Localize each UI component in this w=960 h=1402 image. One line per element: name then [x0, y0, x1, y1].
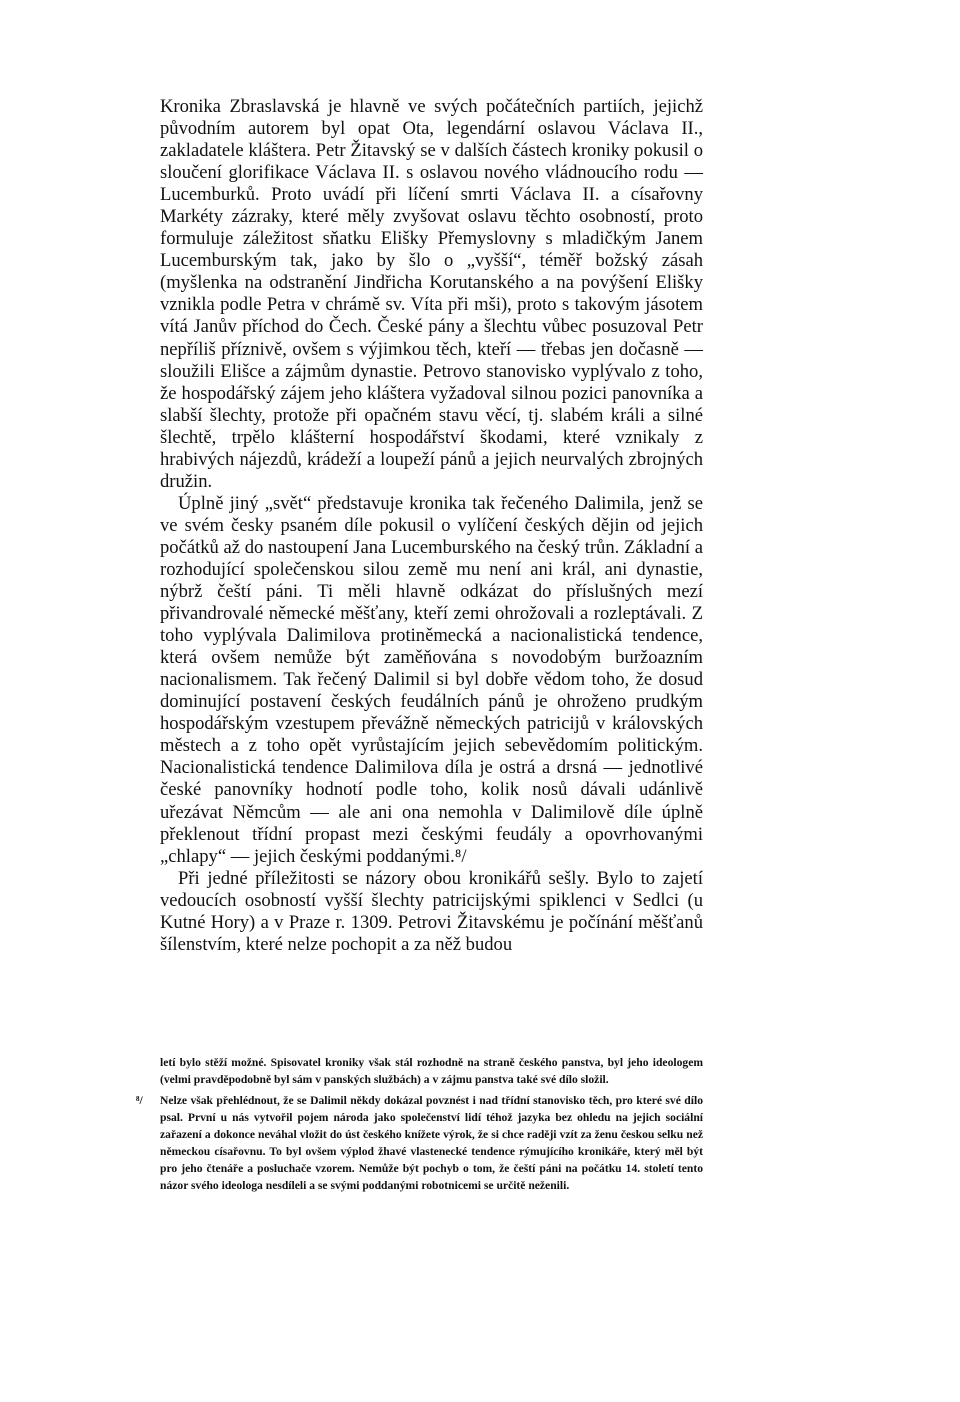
footnote-8-marker: ⁸/ [136, 1094, 143, 1107]
paragraph-dalimil-chronicle: Úplně jiný „svět“ představuje kronika tak řečeného Dalimila, jenž se ve svém česky psaném díle pokusil o vylíčení českých dějin od jejich počátků až do nastoupení Jana Lucemburského na český trůn. Základní a rozhodující společenskou silou země mu není ani král, ani dynastie, nýbrž čeští páni. Ti měli hlavně odkázat do příslušných mezí přivandrovalé německé měšťany, kteří zemi ohrožovali a rozleptávali. Z toho vyplývala Dalimilova protiněmecká a nacionalistická tendence, která ovšem nemůže být zaměňována s novodobým buržoazním nacionalismem. Tak řečený Dalimil si byl dobře vědom toho, že dosud dominující postavení českých feudálních pánů je ohroženo prudkým hospodářským vzestupem převážně německých patricijů v královských městech a z toho opět vyrůstajícím jejich sebevědomím politickým. Nacionalistická tendence Dalimilova díla je ostrá a drsná — jednotlivé české panovníky hodnotí podle toho, kolik nosů dávali udánlivě uřezávat Němcům — ale ani ona nemohla v Dalimilově díle úplně překlenout třídní propast mezi českými feudály a opovrhovanými „chlapy“ — jejich českými poddanými.⁸/ [160, 492, 703, 867]
footnote-8 [136, 1092, 703, 1194]
footnote-8-text: Nelze však přehlédnout, že se Dalimil někdy dokázal povznést i nad třídní stanovisko těch, pro které své dílo psal. První u nás vytvořil pojem národa jako společenství lidí téhož jazyka bez ohledu na jejich sociální zařazení a dokonce neváhal vložit do úst českého knížete výrok, že si chce raději vzít za ženu českou selku než německou císařovnu. To byl ovšem výplod žhavé vlastenecké tendence rýmujícího kronikáře, který měl být pro jeho čtenáře a posluchače vzorem. Nemůže být pochyb o tom, že čeští páni na počátku 14. století tento názor svého ideologa nesdíleli a se svými poddanými robotnicemi se určitě neženili. [160, 1094, 703, 1192]
main-text [160, 96, 703, 956]
paragraph-both-chroniclers: Při jedné příležitosti se názory obou kronikářů sešly. Bylo to zajetí vedoucích osobností vyšší šlechty patricijskými spiklenci v Sedlci (u Kutné Hory) a v Praze r. 1309. Petrovi Žitavskému je počínání měšťanů šílenstvím, které nelze pochopit a za něž budou [160, 867, 703, 955]
footnote-continuation: letí bylo stěží možné. Spisovatel kroniky však stál rozhodně na straně českého panstva, byl jeho ideologem (velmi pravděpodobně byl sám v panských službách) a v zájmu panstva také své dílo složil. [160, 1056, 703, 1086]
footnotes [136, 1054, 703, 1194]
paragraph-zbraslav-chronicle: Kronika Zbraslavská je hlavně ve svých počátečních partiích, jejichž původním autorem byl opat Ota, legendární oslavou Václava II., zakladatele kláštera. Petr Žitavský se v dalších částech kroniky pokusil o sloučení glorifikace Václava II. s oslavou nového vládnoucího rodu — Lucemburků. Proto uvádí při líčení smrti Václava II. a císařovny Markéty zázraky, které měly zvyšovat oslavu těchto osobností, proto formuluje záležitost sňatku Elišky Přemyslovny s mladičkým Janem Lucemburským tak, jako by šlo o „vyšší“, téměř božský zásah (myšlenka na odstranění Jindřicha Korutanského a na povýšení Elišky vznikla podle Petra v chrámě sv. Víta při mši), proto s takovým jásotem vítá Janův příchod do Čech. České pány a šlechtu vůbec posuzoval Petr nepříliš příznivě, ovšem s výjimkou těch, kteří — třebas jen dočasně — sloužili Elišce a zájmům dynastie. Petrovo stanovisko vyplývalo z toho, že hospodářský zájem jeho kláštera vyžadoval silnou pozici panovníka a slabší šlechty, protože při opačném stavu věcí, tj. slabém králi a silné šlechtě, trpělo klášterní hospodářství škodami, které vznikaly z hrabivých nájezdů, krádeží a loupeží pánů a jejich neurvalých zbrojných družin. [160, 96, 703, 492]
